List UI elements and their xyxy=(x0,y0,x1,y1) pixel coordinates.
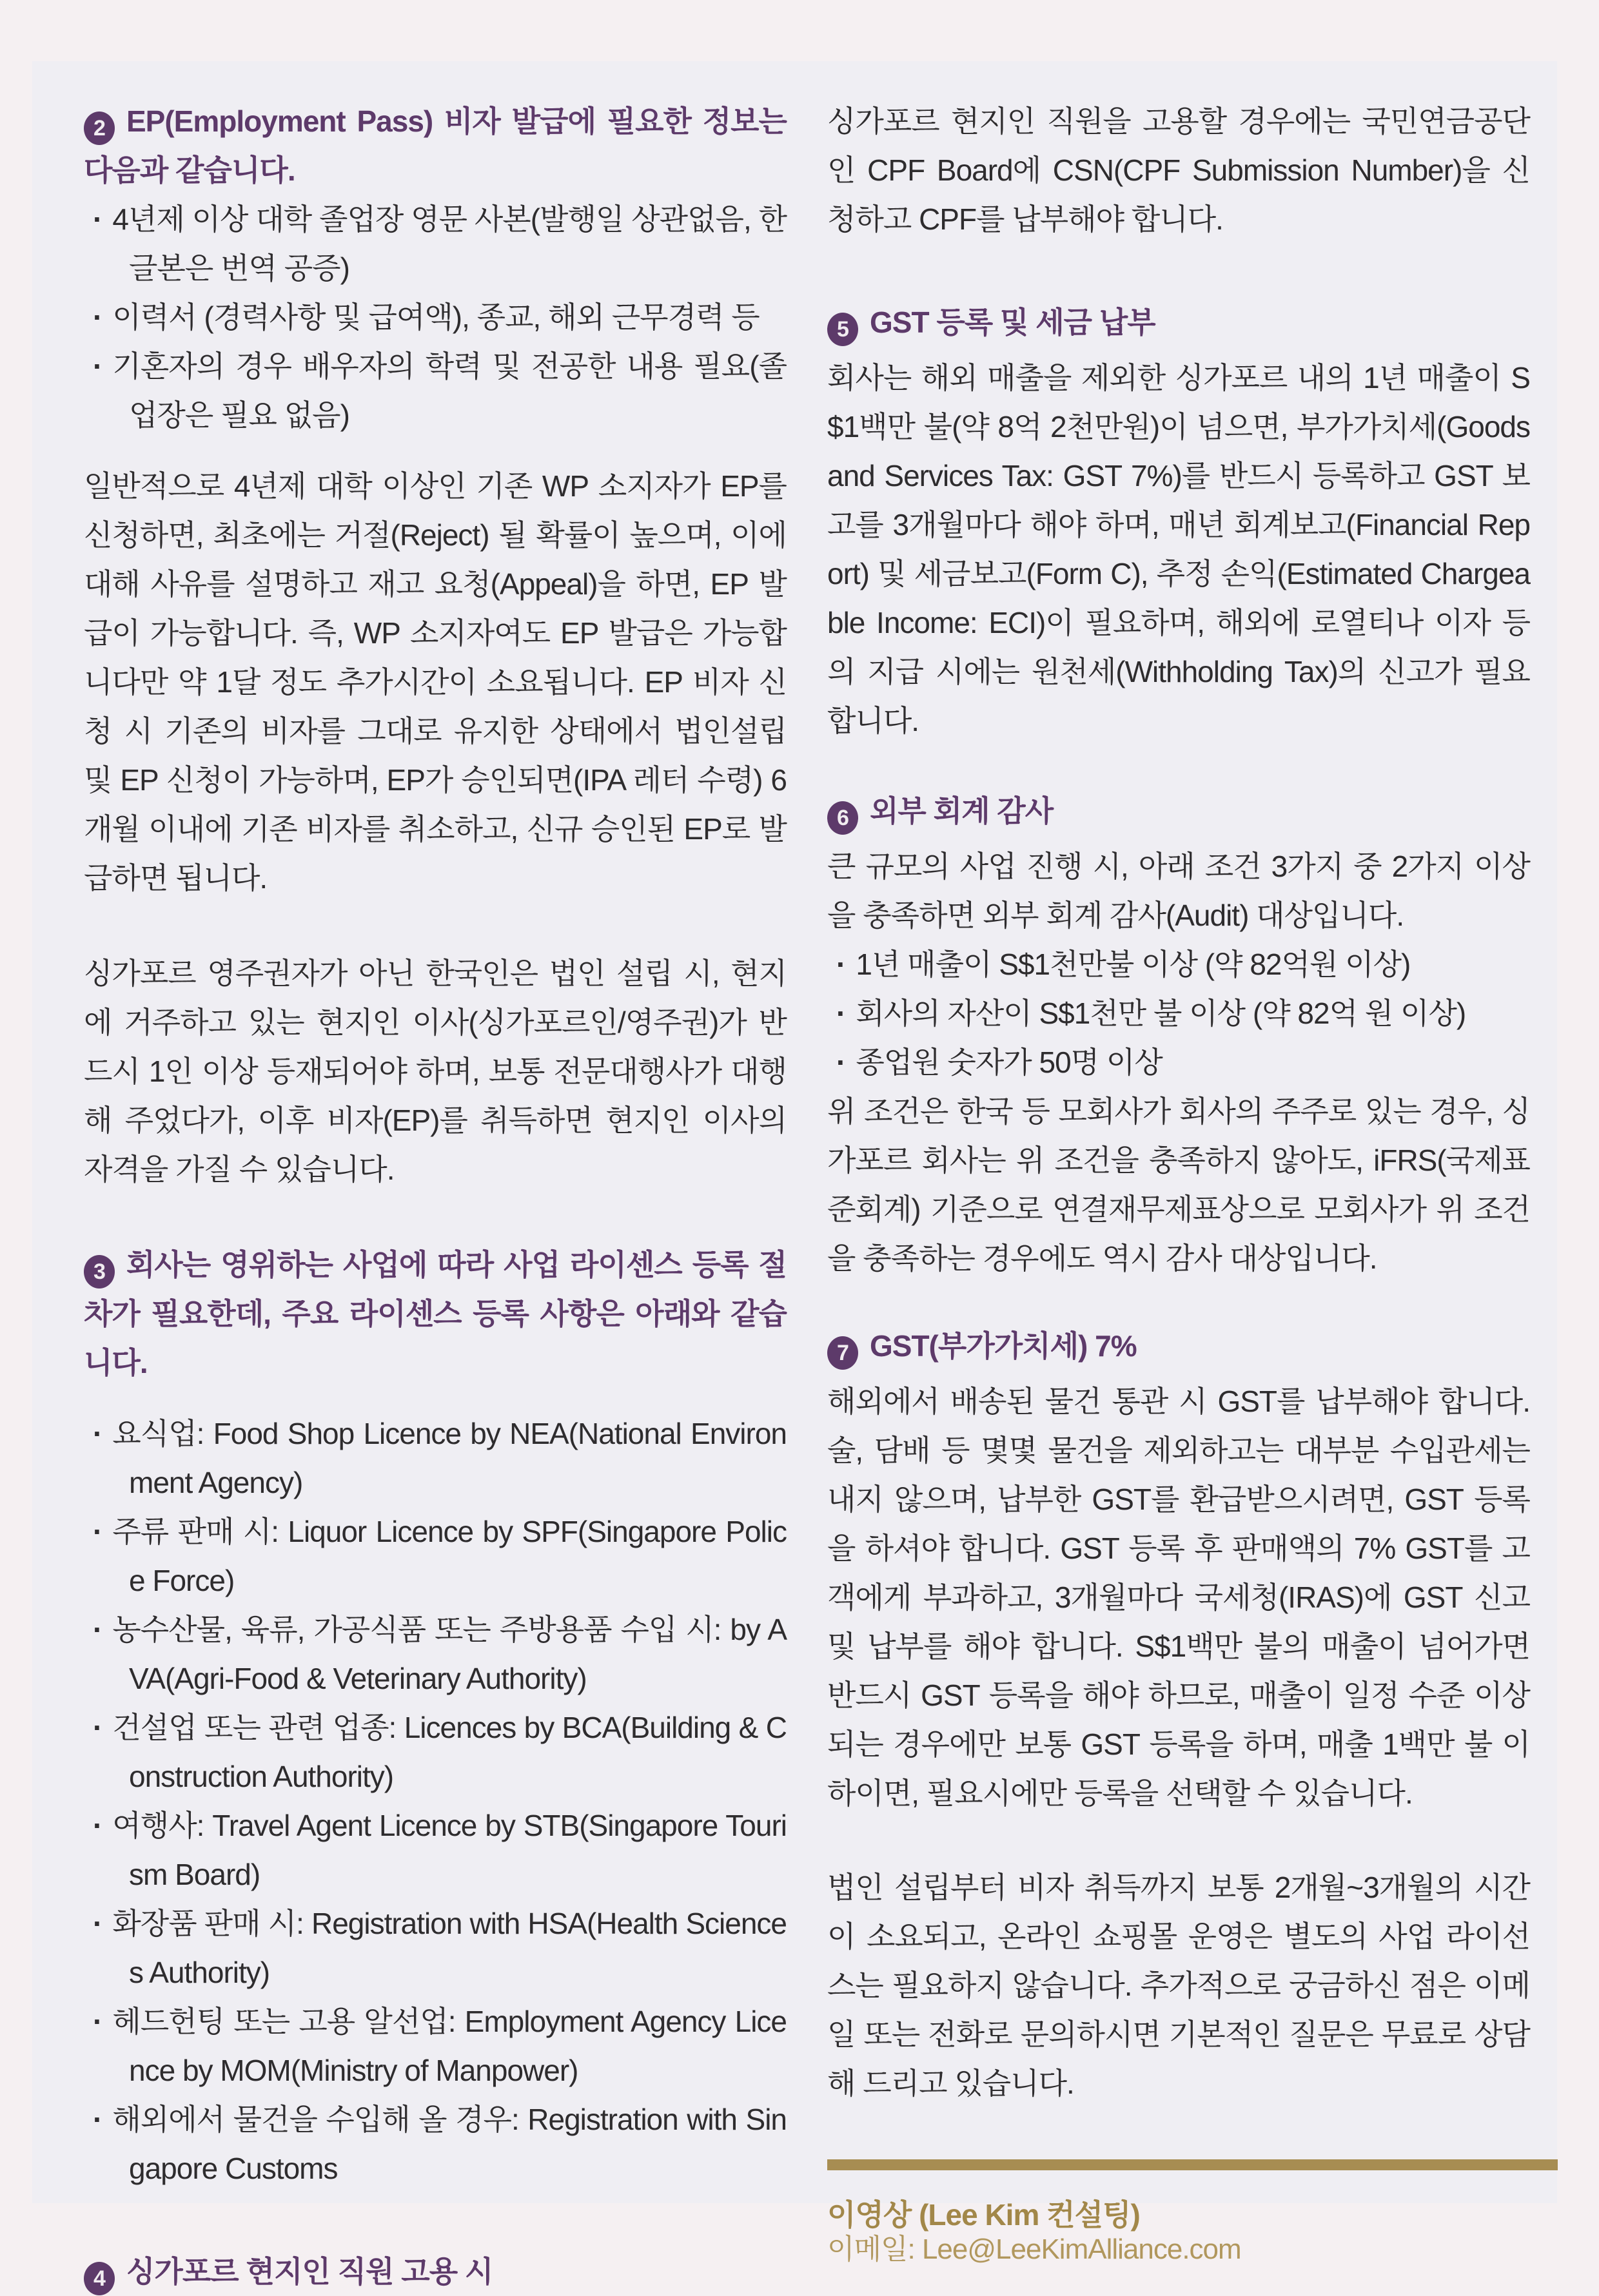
list-item: · 해외에서 물건을 수입해 올 경우: Registration with Singapore Customs xyxy=(84,2095,787,2193)
section-6-bullet-list xyxy=(827,940,1530,1087)
paragraph-audit-note: 위 조건은 한국 등 모회사가 회사의 주주로 있는 경우, 싱가포르 회사는 위 조건을 충족하지 않아도, iFRS(국제표준회계) 기준으로 연결재무제표상으로 모회사가 위 조건을 충족하는 경우에도 역시 감사 대상입니다. xyxy=(827,1094,1530,1275)
list-item: · 주류 판매 시: Liquor Licence by SPF(Singapore Police Force) xyxy=(84,1507,787,1605)
section-7-title: GST(부가가치세) 7% xyxy=(870,1329,1137,1363)
footer-email: 이메일: Lee@LeeKimAlliance.com xyxy=(827,2233,1241,2265)
section-3-heading xyxy=(84,1240,787,1387)
list-item: · 4년제 이상 대학 졸업장 영문 사본(발행일 상관없음, 한글본은 번역 공증) xyxy=(84,195,787,293)
circled-number-5-icon: 5 xyxy=(827,313,858,346)
section-3-title: 회사는 영위하는 사업에 따라 사업 라이센스 등록 절차가 필요한데, 주요 라이센스 등록 사항은 아래와 같습니다. xyxy=(84,1248,787,1379)
list-item: · 기혼자의 경우 배우자의 학력 및 전공한 내용 필요(졸업장은 필요 없음) xyxy=(84,342,787,440)
section-3-bullet-list xyxy=(84,1409,787,2193)
paragraph-gst-registration: 회사는 해외 매출을 제외한 싱가포르 내의 1년 매출이 S$1백만 불(약 8억 2천만원)이 넘으면, 부가가치세(Goods and Services Tax: GST 7%)를 반드시 등록하고 GST 보고를 3개월마다 해야 하며, 매년 회계보고(Financial Report) 및 세금보고(Form C), 추정 손익(Estimated Chargeable Income: ECI)이 필요하며, 해외에 로열티나 이자 등의 지급 시에는 원천세(Withholding Tax)의 신고가 필요합니다. xyxy=(827,361,1530,737)
circled-number-4-icon: 4 xyxy=(84,2262,115,2295)
list-item: · 여행사: Travel Agent Licence by STB(Singapore Tourism Board) xyxy=(84,1801,787,1899)
circled-number-3-icon: 3 xyxy=(84,1255,115,1289)
paragraph-audit-intro: 큰 규모의 사업 진행 시, 아래 조건 3가지 중 2가지 이상을 충족하면 외부 회계 감사(Audit) 대상입니다. xyxy=(827,850,1530,932)
list-item: · 이력서 (경력사항 및 급여액), 종교, 해외 근무경력 등 xyxy=(84,293,787,342)
paragraph-cpf: 싱가포르 현지인 직원을 고용할 경우에는 국민연금공단인 CPF Board에 CSN(CPF Submission Number)을 신청하고 CPF를 납부해야 합니다. xyxy=(827,104,1530,236)
right-column xyxy=(827,97,1530,2267)
section-5-title: GST 등록 및 세금 납부 xyxy=(870,306,1155,339)
section-2-heading xyxy=(84,97,787,195)
section-4-heading xyxy=(84,2247,787,2296)
paragraph-gst-import: 해외에서 배송된 물건 통관 시 GST를 납부해야 합니다. 술, 담배 등 몇몇 물건을 제외하고는 대부분 수입관세는 내지 않으며, 납부한 GST를 환급받으시려면, GST 등록을 하셔야 합니다. GST 등록 후 판매액의 7% GST를 고객에게 부과하고, 3개월마다 국세청(IRAS)에 GST 신고 및 납부를 해야 합니다. S$1백만 불의 매출이 넘어가면 반드시 GST 등록을 해야 하므로, 매출이 일정 수준 이상 되는 경우에만 보통 GST 등록을 하며, 매출 1백만 불 이하이면, 필요시에만 등록을 선택할 수 있습니다. xyxy=(827,1385,1530,1810)
section-5-heading xyxy=(827,298,1530,347)
list-item: · 건설업 또는 관련 업종: Licences by BCA(Building & Construction Authority) xyxy=(84,1703,787,1801)
paragraph-local-director: 싱가포르 영주권자가 아닌 한국인은 법인 설립 시, 현지에 거주하고 있는 현지인 이사(싱가포르인/영주권)가 반드시 1인 이상 등재되어야 하며, 보통 전문대행사가 대행해 주었다가, 이후 비자(EP)를 취득하면 현지인 이사의 자격을 가질 수 있습니다. xyxy=(84,957,787,1186)
section-6-title: 외부 회계 감사 xyxy=(870,794,1054,828)
list-item: · 종업원 숫자가 50명 이상 xyxy=(827,1038,1530,1087)
list-item: · 요식업: Food Shop Licence by NEA(National Environment Agency) xyxy=(84,1409,787,1507)
left-column xyxy=(84,97,787,2296)
paragraph-wp-to-ep: 일반적으로 4년제 대학 이상인 기존 WP 소지자가 EP를 신청하면, 최초에는 거절(Reject) 될 확률이 높으며, 이에 대해 사유를 설명하고 재고 요청(Appeal)을 하면, EP 발급이 가능합니다. 즉, WP 소지자여도 EP 발급은 가능합니다만 약 1달 정도 추가시간이 소요됩니다. EP 비자 신청 시 기존의 비자를 그대로 유지한 상태에서 법인설립 및 EP 신청이 가능하며, EP가 승인되면(IPA 레터 수령) 6개월 이내에 기존 비자를 취소하고, 신규 승인된 EP로 발급하면 됩니다. xyxy=(84,469,787,895)
footer-author-name: 이영상 (Lee Kim 컨설팅) xyxy=(827,2198,1140,2232)
circled-number-7-icon: 7 xyxy=(827,1336,858,1370)
list-item: · 회사의 자산이 S$1천만 불 이상 (약 82억 원 이상) xyxy=(827,989,1530,1038)
paragraph-closing: 법인 설립부터 비자 취득까지 보통 2개월~3개월의 시간이 소요되고, 온라인 쇼핑몰 운영은 별도의 사업 라이선스는 필요하지 않습니다. 추가적으로 궁금하신 점은 이메일 또는 전화로 문의하시면 기본적인 질문은 무료로 상담해 드리고 있습니다. xyxy=(827,1871,1530,2100)
list-item: · 헤드헌팅 또는 고용 알선업: Employment Agency Licence by MOM(Ministry of Manpower) xyxy=(84,1997,787,2095)
list-item: · 농수산물, 육류, 가공식품 또는 주방용품 수입 시: by AVA(Agri-Food & Veterinary Authority) xyxy=(84,1605,787,1703)
list-item: · 1년 매출이 S$1천만불 이상 (약 82억원 이상) xyxy=(827,940,1530,989)
section-6-heading xyxy=(827,786,1530,835)
circled-number-2-icon: 2 xyxy=(84,112,115,145)
circled-number-6-icon: 6 xyxy=(827,801,858,835)
section-4-title: 싱가포르 현지인 직원 고용 시 xyxy=(126,2255,493,2288)
section-2-bullet-list xyxy=(84,195,787,440)
section-7-heading xyxy=(827,1321,1530,1370)
section-2-title: EP(Employment Pass) 비자 발급에 필요한 정보는 다음과 같습니다. xyxy=(84,104,787,187)
list-item: · 화장품 판매 시: Registration with HSA(Health Sciences Authority) xyxy=(84,1899,787,1997)
footer-divider xyxy=(827,2159,1558,2170)
